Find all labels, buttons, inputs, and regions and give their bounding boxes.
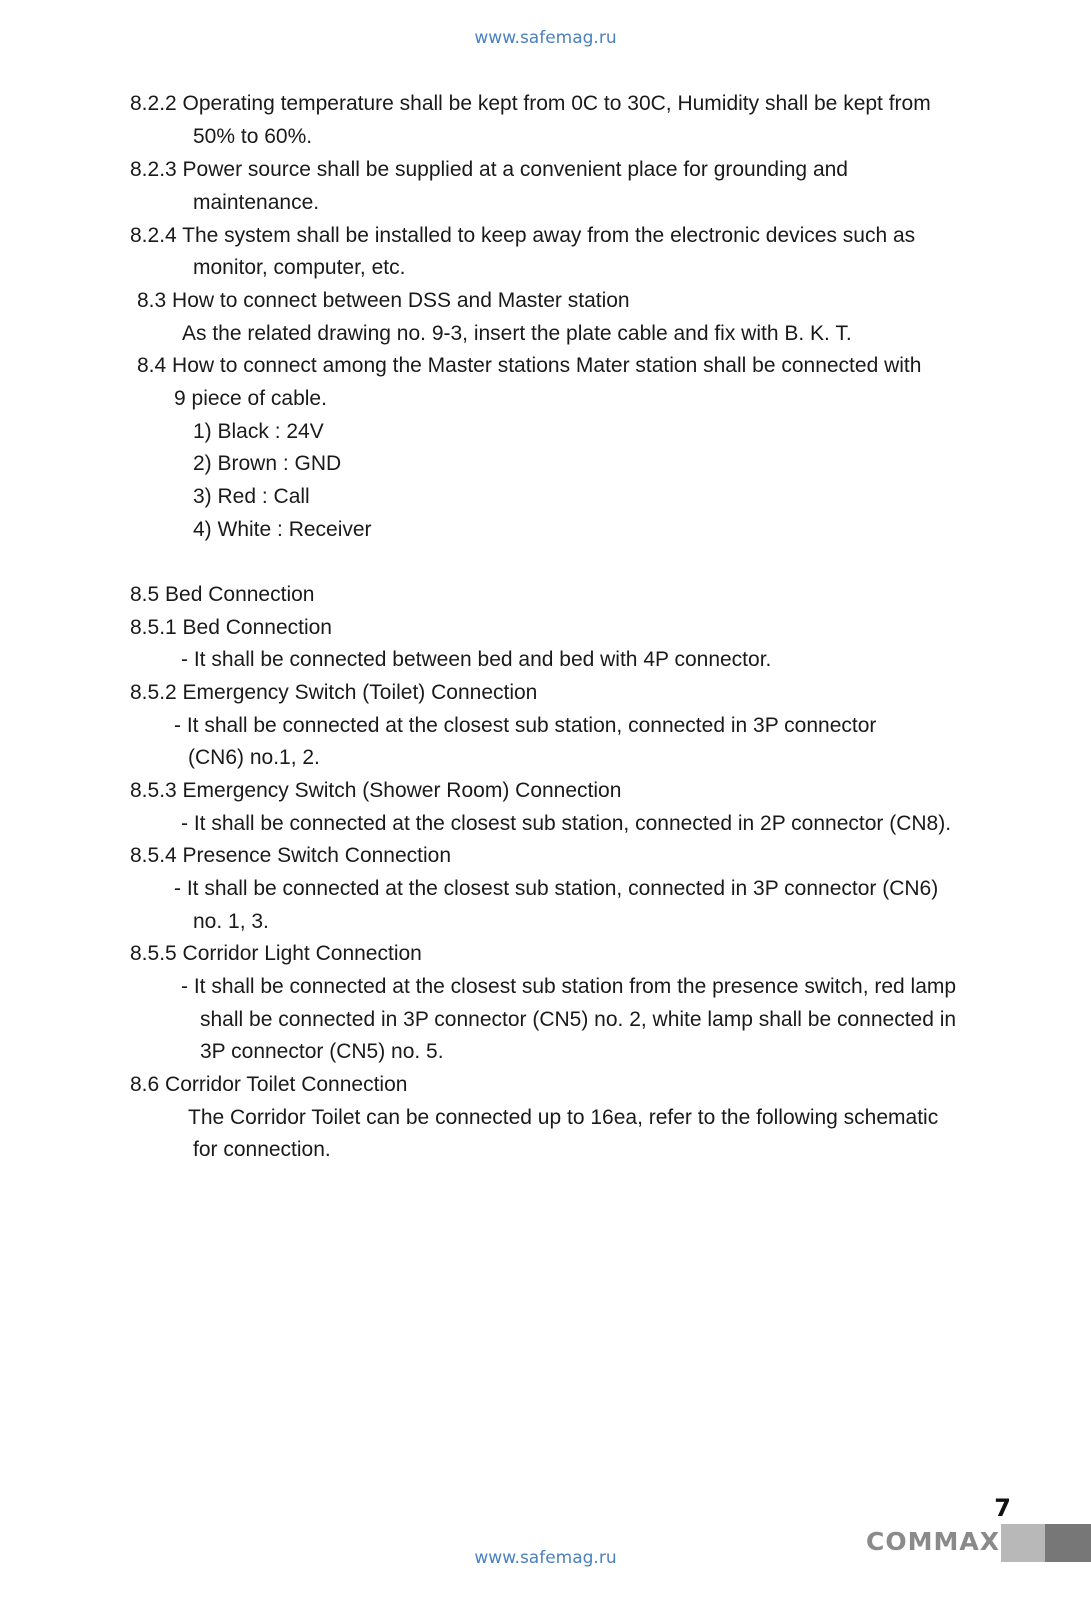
text-line: As the related drawing no. 9-3, insert the plate cable and fix with B. K. T. (182, 322, 852, 345)
text-line: monitor, computer, etc. (193, 256, 406, 279)
text-line-8-2-2: 8.2.2 Operating temperature shall be kept from 0C to 30C, Humidity shall be kept from (130, 92, 931, 115)
text-line: - It shall be connected at the closest sub station from the presence switch, red lamp (181, 975, 957, 998)
list-item-cable-3: 3) Red : Call (193, 485, 310, 508)
heading-8-5-3: 8.5.3 Emergency Switch (Shower Room) Connection (130, 779, 622, 802)
brand-logo: COMMAX (866, 1527, 1000, 1556)
heading-8-5: 8.5 Bed Connection (130, 583, 315, 606)
heading-8-4: 8.4 How to connect among the Master stations Mater station shall be connected with (137, 354, 922, 377)
header-url[interactable]: www.safemag.ru (474, 28, 617, 48)
text-line: - It shall be connected between bed and bed with 4P connector. (181, 648, 772, 671)
text-line: 50% to 60%. (193, 125, 313, 148)
text-line: - It shall be connected at the closest sub station, connected in 3P connector (CN6) (174, 877, 939, 900)
text-line: 3P connector (CN5) no. 5. (200, 1040, 444, 1063)
text-line: no. 1, 3. (193, 910, 269, 933)
heading-8-5-1: 8.5.1 Bed Connection (130, 616, 332, 639)
text-line: for connection. (193, 1138, 331, 1161)
heading-8-5-2: 8.5.2 Emergency Switch (Toilet) Connection (130, 681, 538, 704)
heading-8-3: 8.3 How to connect between DSS and Master station (137, 289, 630, 312)
text-line: - It shall be connected at the closest sub station, connected in 2P connector (CN8). (181, 812, 952, 835)
list-item-cable-1: 1) Black : 24V (193, 420, 324, 443)
text-line-8-2-3: 8.2.3 Power source shall be supplied at a convenient place for grounding and (130, 158, 848, 181)
list-item-cable-2: 2) Brown : GND (193, 452, 342, 475)
text-line: shall be connected in 3P connector (CN5) no. 2, white lamp shall be connected in (200, 1008, 957, 1031)
page-number: 7 (994, 1494, 1011, 1522)
footer-url[interactable]: www.safemag.ru (474, 1548, 617, 1568)
heading-8-5-5: 8.5.5 Corridor Light Connection (130, 942, 422, 965)
list-item-cable-4: 4) White : Receiver (193, 518, 372, 541)
text-line: 9 piece of cable. (174, 387, 327, 410)
text-line: The Corridor Toilet can be connected up to 16ea, refer to the following schematic (188, 1106, 939, 1129)
text-line: - It shall be connected at the closest sub station, connected in 3P connector (174, 714, 877, 737)
text-line: maintenance. (193, 191, 320, 214)
text-line-8-2-4: 8.2.4 The system shall be installed to keep away from the electronic devices such as (130, 224, 916, 247)
heading-8-5-4: 8.5.4 Presence Switch Connection (130, 844, 452, 867)
text-line: (CN6) no.1, 2. (188, 746, 320, 769)
heading-8-6: 8.6 Corridor Toilet Connection (130, 1073, 408, 1096)
